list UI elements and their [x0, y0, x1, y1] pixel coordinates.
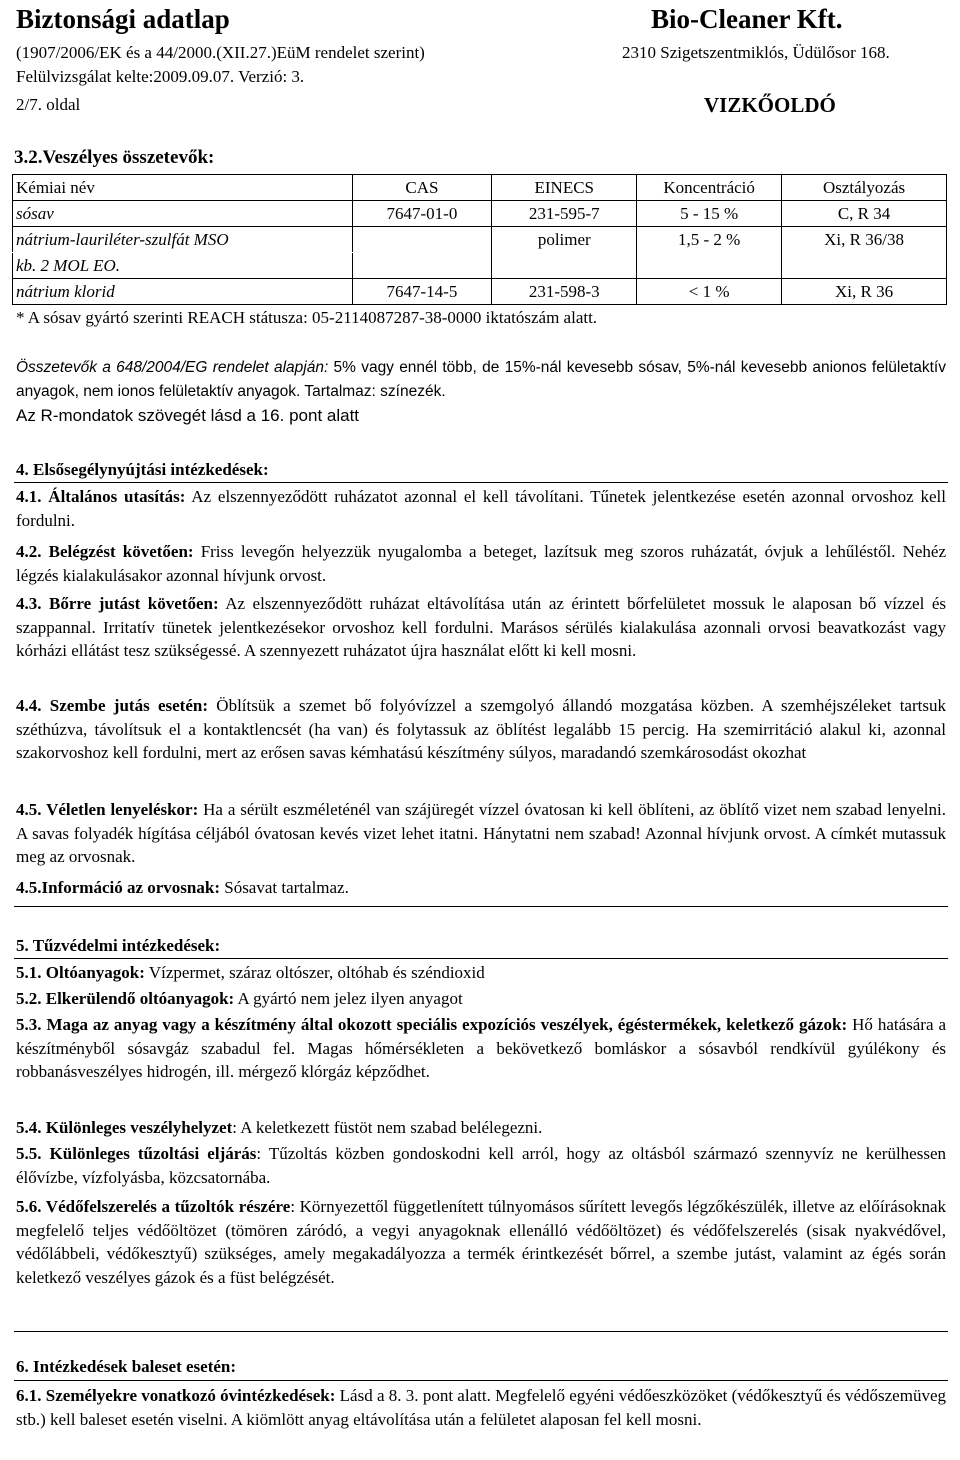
- cell-name: sósav: [13, 201, 353, 227]
- section-divider: [14, 1331, 948, 1332]
- cell-cas: 7647-14-5: [352, 279, 492, 305]
- table-note-row: [13, 305, 947, 331]
- section-divider: [14, 482, 948, 483]
- item-text: Öblítsük a szemet bő folyóvízzel a szemgolyó állandó mozgatása közben. A szemhéjszéleket tartsuk széthúzva, távolítsuk el a kontaktlencsét (ha van) és folytassuk az öblítést legalább 15 percig. Ha szemirritáció alakul ki, azonnal szakorvoshoz kell fordulni, mert az erősen savas kémhatású készítmény súlyos, maradandó szemkárosodást okozhat: [16, 696, 946, 762]
- item-5-4: [16, 1116, 946, 1140]
- column-header: Koncentráció: [637, 175, 782, 201]
- item-text: : A keletkezett füstöt nem szabad belélegezni.: [232, 1118, 543, 1137]
- item-4-5-info: [16, 876, 946, 900]
- cell-classification: Xi, R 36: [782, 279, 947, 305]
- cell-classification: C, R 34: [782, 201, 947, 227]
- cell-name: nátrium klorid: [13, 279, 353, 305]
- cell-concentration: 1,5 - 2 %: [637, 227, 782, 279]
- item-6-1: [16, 1384, 946, 1431]
- table-row: [13, 227, 947, 253]
- section-5-heading: 5. Tűzvédelmi intézkedések:: [16, 936, 221, 955]
- item-4-2: [16, 540, 946, 587]
- item-5-1: [16, 961, 946, 985]
- item-label: 5.3. Maga az anyag vagy a készítmény által okozott speciális expozíciós veszélyek, égéstermékek, keletkező gázok:: [16, 1015, 848, 1034]
- column-header: Kémiai név: [13, 175, 353, 201]
- cell-classification: Xi, R 36/38: [782, 227, 947, 279]
- item-text: : Tűzoltás közben gondoskodni kell arról, hogy az oltásból származó szennyvíz ne kerülhessen élővízbe, vízfolyásba, közcsatornába.: [16, 1144, 946, 1187]
- table-row: [13, 201, 947, 227]
- cell-einecs: 231-598-3: [492, 279, 637, 305]
- item-4-4: [16, 694, 946, 765]
- item-text: Ha a sérült eszméleténél van szájüregét vízzel óvatosan ki kell öblíteni, az öblítő vizet nem szabad lenyelni. A savas folyadék hígítása céljából óvatosan kevés vizet lehet itatni. Hánytatni nem szabad! Azonnal hívjunk orvost. A címkét mutassuk meg az orvosnak.: [16, 800, 946, 866]
- item-5-6: [16, 1195, 946, 1289]
- cell-einecs: polimer: [492, 227, 637, 279]
- company-name: Bio-Cleaner Kft.: [651, 4, 843, 34]
- reach-status-note: * A sósav gyártó szerinti REACH státusza: 05-2114087287-38-0000 iktatószám alatt.: [13, 305, 947, 331]
- table-row: [13, 279, 947, 305]
- cell-einecs: 231-595-7: [492, 201, 637, 227]
- item-text: Friss levegőn helyezzük nyugalomba a beteget, lazítsuk meg szoros ruházatát, óvjuk a lehűléstől. Nehéz légzés kialakulásakor azonnal hívjunk orvost.: [16, 542, 947, 585]
- cell-name: nátrium-lauriléter-szulfát MSO: [13, 227, 353, 253]
- item-5-3: [16, 1013, 946, 1084]
- section-4-heading: 4. Elsősegélynyújtási intézkedések:: [16, 460, 269, 479]
- item-label: 4.1. Általános utasítás:: [16, 487, 186, 506]
- item-text: Lásd a 8. 3. pont alatt. Megfelelő egyéni védőeszközöket (védőkesztyű és védőszemüveg stb.) kell baleset esetén viselni. A kiömlött anyag eltávolítása után a felületet alaposan fel kell mosni.: [16, 1386, 946, 1429]
- section-divider: [14, 958, 948, 959]
- cell-concentration: 5 - 15 %: [637, 201, 782, 227]
- column-header: EINECS: [492, 175, 637, 201]
- column-header: Osztályozás: [782, 175, 947, 201]
- item-label: 4.3. Bőrre jutást követően:: [16, 594, 219, 613]
- regulation-line: (1907/2006/EK és a 44/2000.(XII.27.)EüM rendelet szerint): [16, 43, 425, 62]
- r-sentences-reference: Az R-mondatok szövegét lásd a 16. pont alatt: [16, 406, 360, 425]
- item-5-5: [16, 1142, 946, 1189]
- item-label: 6.1. Személyekre vonatkozó óvintézkedések:: [16, 1386, 336, 1405]
- item-label: 5.1. Oltóanyagok:: [16, 963, 145, 982]
- company-address: 2310 Szigetszentmiklós, Üdülősor 168.: [622, 43, 890, 62]
- item-text: : Környezettől függetlenített túlnyomásos sűrített levegős légzőkészülék, illetve az előírásoknak megfelelő teljes védőöltözet (tömören záródó, a vegyi anyagoknak ellenálló védőöltözet) és védőfelszerelés (sisak nyakvédővel, védőlábbeli, védőkesztyű) szükséges, amely megakadályozza a termék érintkezését bőrrel, a szembe jutást, valamint az égés során keletkező veszélyes gázok és a füst belégzését.: [16, 1197, 946, 1287]
- section-6-heading: 6. Intézkedések baleset esetén:: [16, 1357, 237, 1376]
- ingredients-text: 5% vagy ennél több, de 15%-nál kevesebb sósav, 5%-nál kevesebb anionos felületaktív anyagok, nem ionos felületaktív anyagok. Tartalmaz: színezék.: [16, 359, 946, 400]
- item-label: 4.5. Véletlen lenyeléskor:: [16, 800, 199, 819]
- section-divider: [14, 1380, 948, 1381]
- item-4-1: [16, 485, 946, 532]
- item-text: Hő hatására a készítményből sósavgáz szabadul fel. Magas hőmérsékleten a bekövetkező bomláskor a sósavból rendkívül gyúlékony és robbanásveszélyes hidrogén, ill. mérgező klórgáz képződhet.: [16, 1015, 946, 1081]
- cell-cas: [352, 227, 492, 279]
- item-text: Az elszennyeződött ruházatot azonnal el kell távolítani. Tűnetek jelentkezése esetén azonnal orvoshoz kell fordulni.: [16, 487, 946, 530]
- item-label: 5.2. Elkerülendő oltóanyagok:: [16, 989, 235, 1008]
- hazardous-components-table: [12, 174, 947, 331]
- item-4-5: [16, 798, 946, 869]
- item-text: A gyártó nem jelez ilyen anyagot: [234, 989, 463, 1008]
- column-header: CAS: [352, 175, 492, 201]
- revision-line: Felülvizsgálat kelte:2009.09.07. Verzió: 3.: [16, 67, 305, 86]
- table-header-row: [13, 175, 947, 201]
- ingredients-lead: Összetevők a 648/2004/EG rendelet alapján:: [16, 359, 329, 376]
- item-5-2: [16, 987, 946, 1011]
- item-text: Az elszennyeződött ruházat eltávolítása után az érintett bőrfelületet mossuk le alaposan bő vízzel és szappannal. Irritatív tünetek jelentkezésekor orvoshoz kell fordulni. Marásos sérülés kialakulása azonnali orvosi beavatkozást vagy kórházi ellátást tesz szükségessé. A szennyezett ruházatot újra használat előtt ki kell mosni.: [16, 594, 946, 660]
- item-label: 4.4. Szembe jutás esetén:: [16, 696, 208, 715]
- cell-name: kb. 2 MOL EO.: [13, 253, 353, 279]
- item-text: Vízpermet, száraz oltószer, oltóhab és széndioxid: [144, 963, 485, 982]
- item-text: Sósavat tartalmaz.: [219, 878, 349, 897]
- item-label: 5.5. Különleges tűzoltási eljárás: [16, 1144, 257, 1163]
- section-3-2-heading: 3.2.Veszélyes összetevők:: [14, 147, 215, 168]
- item-label: 5.4. Különleges veszélyhelyzet: [16, 1118, 233, 1137]
- section-divider: [14, 906, 948, 907]
- item-label: 4.5.Információ az orvosnak:: [16, 878, 220, 897]
- item-label: 5.6. Védőfelszerelés a tűzoltók részére: [16, 1197, 291, 1216]
- product-name: VIZKŐOLDÓ: [704, 93, 836, 117]
- cell-cas: 7647-01-0: [352, 201, 492, 227]
- ingredients-paragraph: [16, 356, 946, 403]
- doc-title: Biztonsági adatlap: [16, 4, 230, 34]
- item-label: 4.2. Belégzést követően:: [16, 542, 194, 561]
- page-number: 2/7. oldal: [16, 95, 81, 114]
- item-4-3: [16, 592, 946, 663]
- cell-concentration: < 1 %: [637, 279, 782, 305]
